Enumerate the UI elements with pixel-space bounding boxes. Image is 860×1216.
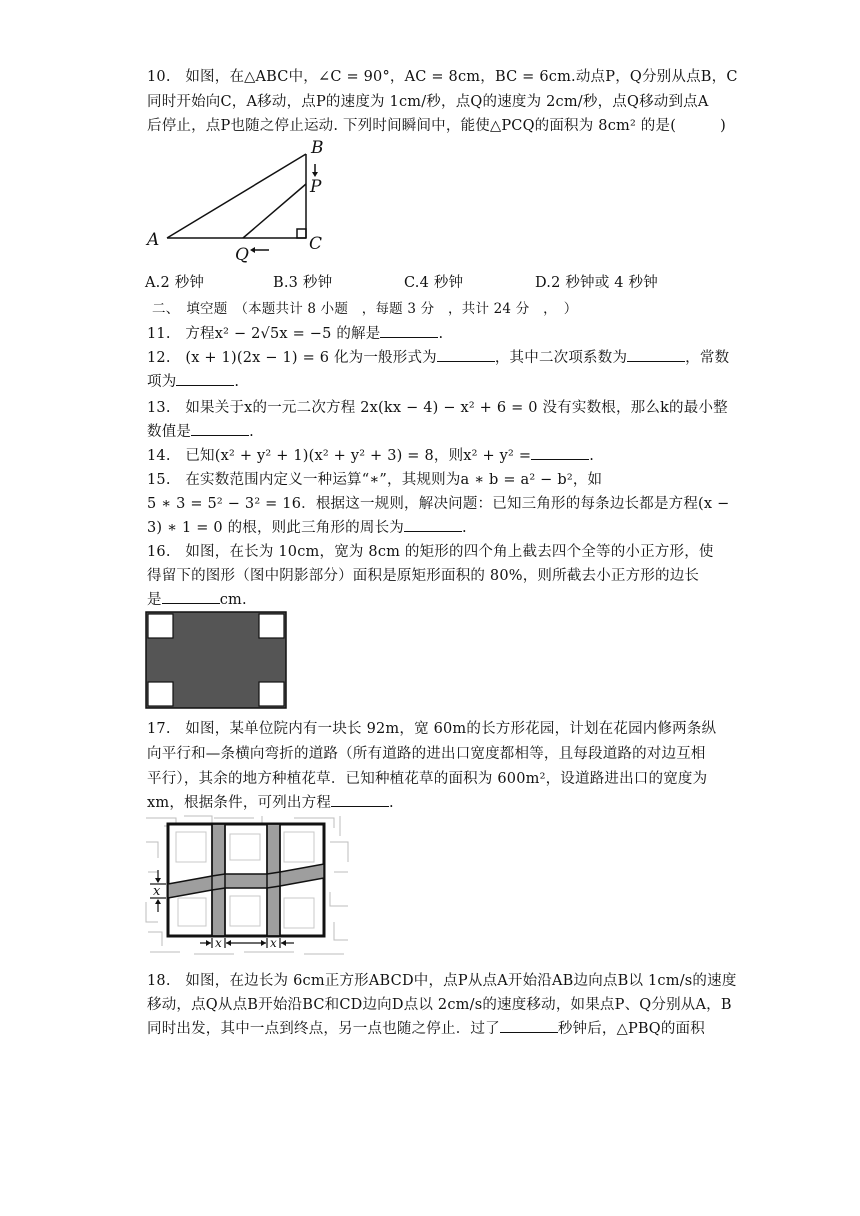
q11-end: . (438, 326, 444, 342)
vertex-b-label: B (311, 138, 324, 158)
q12-blank-3 (176, 385, 234, 386)
point-p-label: P (310, 177, 322, 197)
q16-blank (162, 603, 220, 604)
q18-line-3 (147, 1020, 705, 1038)
q18-line-1: 18. 如图，在边长为 6cm正方形ABCD中，点P从点A开始沿AB边向点B以 1cm/s的速度 (147, 973, 737, 989)
q14-blank (531, 459, 589, 460)
vertex-c-label: C (309, 234, 323, 254)
dim-x-bottom-1: x (215, 936, 222, 950)
q16-line-1: 16. 如图，在长为 10cm，宽为 8cm 的矩形的四个角上截去四个全等的小正方形，使 (147, 544, 714, 560)
q14 (147, 447, 594, 465)
vertex-a-label: A (147, 230, 160, 250)
q17-end: . (389, 795, 394, 811)
q17-line-2: 向平行和—条横向弯折的道路（所有道路的进出口宽度都相等，且每段道路的对边互相 (147, 746, 706, 762)
q15-blank (404, 531, 462, 532)
q13-blank (191, 435, 249, 436)
q11-text: 11. 方程x² − 2√5x = −5 的解是 (147, 326, 381, 342)
q15-end: . (461, 520, 467, 536)
q11-blank (380, 337, 438, 338)
q16-text: 是 (147, 592, 162, 608)
q15-line-3 (147, 519, 467, 537)
option-c: C.4 秒钟 (404, 275, 464, 291)
q13-end: . (249, 424, 254, 440)
rectangle-cut-corners-figure (145, 611, 287, 709)
q18-blank (500, 1032, 558, 1033)
q12-blank-1 (437, 361, 495, 362)
triangle-figure (143, 136, 343, 266)
q17-text: xm，根据条件，可列出方程 (147, 795, 332, 811)
q12-text-a: 12. (x + 1)(2x − 1) = 6 化为一般形式为 (147, 350, 437, 366)
q10-line-2: 同时开始向C，A移动，点P的速度为 1cm/秒，点Q的速度为 2cm/秒，点Q移动到点A (147, 94, 709, 110)
dim-x-left: x (153, 884, 161, 899)
q18-text-a: 同时出发，其中一点到终点，另一点也随之停止．过了 (147, 1021, 500, 1037)
dim-x-bottom-2: x (270, 936, 277, 950)
q15-text: 3) ∗ 1 = 0 的根，则此三角形的周长为 (147, 520, 404, 536)
q12-text-b: ，其中二次项系数为 (494, 350, 628, 366)
q12-text-d: 项为 (147, 374, 177, 390)
garden-roads-figure (144, 812, 354, 960)
point-q-label: Q (235, 245, 249, 265)
section-2-heading: 二、 填空题 （本题共计 8 小题 ，每题 3 分 ，共计 24 分 ， ） (152, 301, 578, 317)
q15-line-2: 5 ∗ 3 = 5² − 3² = 16．根据这一规则，解决问题：已知三角形的每条边长都是方程(x − (147, 496, 730, 512)
q16-line-2: 得留下的图形（图中阴影部分）面积是原矩形面积的 80%，则所截去小正方形的边长 (147, 568, 700, 584)
q17-line-3: 平行），其余的地方种植花草．已知种植花草的面积为 600m²，设道路进出口的宽度为 (147, 771, 708, 787)
q10-line-3: 后停止，点P也随之停止运动. 下列时间瞬间中，能使△PCQ的面积为 8cm² 的是( ) (147, 118, 727, 134)
q16-line-3 (147, 591, 247, 609)
q10-line-1: 10. 如图，在△ABC中，∠C = 90°，AC = 8cm，BC = 6cm.动点P，Q分别从点B，C (147, 69, 738, 85)
q13-line-1: 13. 如果关于x的一元二次方程 2x(kx − 4) − x² + 6 = 0 没有实数根，那么k的最小整 (147, 400, 728, 416)
option-b: B.3 秒钟 (273, 275, 333, 291)
q14-text: 14. 已知(x² + y² + 1)(x² + y² + 3) = 8，则x² + y² = (147, 448, 532, 464)
q12-line-2 (147, 373, 239, 391)
q12-blank-2 (627, 361, 685, 362)
q17-line-1: 17. 如图，某单位院内有一块长 92m，宽 60m的长方形花园，计划在花园内修两条纵 (147, 721, 717, 737)
q18-line-2: 移动，点Q从点B开始沿BC和CD边向D点以 2cm/s的速度移动，如果点P、Q分别从A，B (147, 997, 732, 1013)
q11 (147, 325, 443, 343)
q17-blank (331, 806, 389, 807)
q12-text-c: ，常数 (685, 350, 730, 366)
option-d: D.2 秒钟或 4 秒钟 (535, 275, 658, 291)
q13-line-2 (147, 423, 254, 441)
q12-text-e: . (234, 374, 240, 390)
q13-text: 数值是 (147, 424, 192, 440)
q17-line-4 (147, 794, 394, 812)
q14-end: . (589, 448, 595, 464)
q16-end: cm. (219, 592, 247, 608)
q18-text-b: 秒钟后，△PBQ的面积 (557, 1021, 705, 1037)
option-a: A.2 秒钟 (145, 275, 205, 291)
q15-line-1: 15. 在实数范围内定义一种运算“∗”，其规则为a ∗ b = a² − b²，如 (147, 472, 603, 488)
q12-line-1 (147, 349, 729, 367)
